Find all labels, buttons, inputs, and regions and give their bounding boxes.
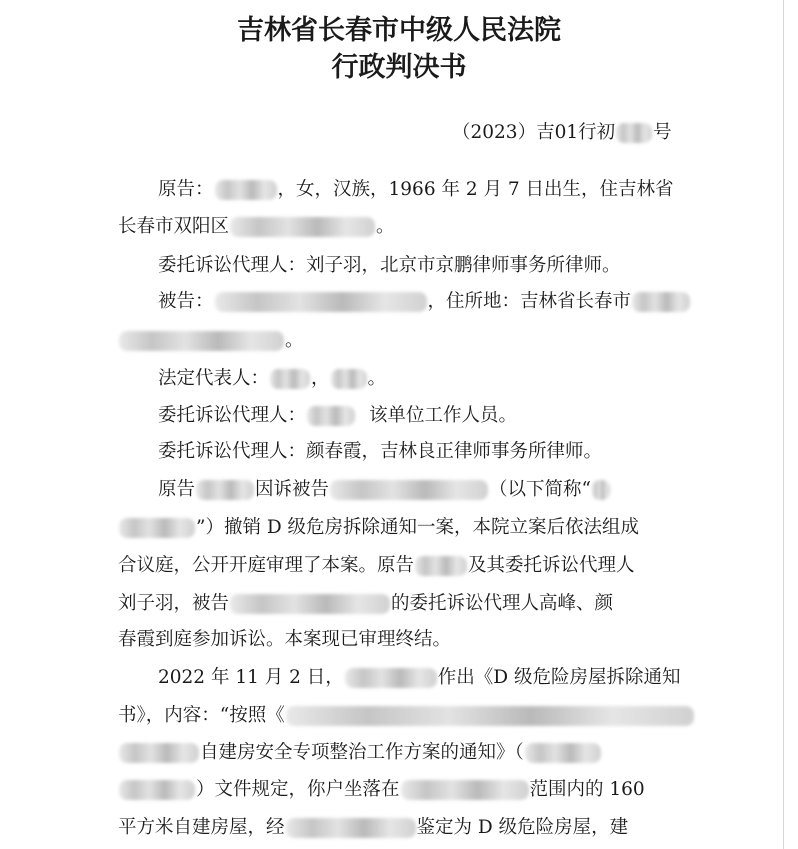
- body-line: [118, 816, 628, 840]
- text-segment: 的委托诉讼代理人高峰、颜: [391, 593, 614, 614]
- text-segment: 长春市双阳区: [118, 216, 230, 237]
- redaction: [119, 780, 195, 800]
- body-line: [118, 628, 451, 652]
- redaction: [307, 406, 355, 426]
- text-segment: 原告：: [158, 179, 214, 200]
- text-segment: ）文件规定，你户坐落在: [196, 779, 400, 800]
- text-segment: 平方米自建房屋，经: [118, 817, 285, 838]
- text-segment: 该单位工作人员。: [369, 405, 518, 426]
- text-segment: 因诉被告: [255, 479, 330, 500]
- text-segment: 书》，内容：“按照《: [118, 705, 285, 726]
- text-segment: 作出《D 级危险房屋拆除通知: [437, 667, 681, 688]
- text-segment: 鉴定为 D 级危险房屋，建: [416, 817, 629, 838]
- text-segment: 范围内的 160: [529, 779, 645, 800]
- redaction: [215, 292, 427, 312]
- court-name: 吉林省长春市中级人民法院: [237, 15, 561, 46]
- redaction: [196, 480, 254, 500]
- redaction: [230, 217, 375, 237]
- plaintiff-agent: [158, 254, 621, 278]
- body-line: [118, 592, 613, 616]
- text-segment: 委托诉讼代理人：: [158, 405, 307, 426]
- defendant-agent-2: [158, 440, 602, 464]
- text-segment: 。: [367, 368, 387, 389]
- redaction: [331, 369, 367, 389]
- text-segment: 春霞到庭参加诉讼。本案现已审理终结。: [118, 629, 452, 650]
- redaction: [286, 706, 694, 726]
- redaction: [286, 818, 416, 838]
- text-segment: ，住所地：吉林省长春市: [427, 291, 632, 312]
- redaction: [119, 743, 199, 763]
- redaction: [345, 668, 437, 688]
- legal-representative: [158, 367, 386, 391]
- text-segment: （以下简称“: [489, 479, 591, 500]
- redaction: [270, 369, 310, 389]
- text-segment: （2023）吉01行初: [452, 122, 616, 143]
- redaction: [215, 180, 277, 200]
- body-line: [118, 704, 695, 728]
- text-segment: ，女，汉族，1966 年 2 月 7 日出生，住吉林省: [277, 179, 674, 200]
- redaction: [330, 480, 488, 500]
- body-line: [158, 666, 681, 690]
- text-segment: 委托诉讼代理人：刘子羽，北京市京鹏律师事务所律师。: [158, 255, 621, 276]
- defendant-agent-1: [158, 404, 517, 428]
- plaintiff-address: [118, 215, 395, 239]
- text-segment: 。: [376, 216, 395, 237]
- defendant-line: [158, 290, 691, 314]
- redaction: [415, 556, 467, 576]
- text-segment: ，: [311, 368, 330, 389]
- text-segment: 法定代表人：: [158, 368, 270, 389]
- body-line: [118, 516, 639, 540]
- body-line: [158, 478, 611, 502]
- redaction: [230, 594, 390, 614]
- body-line: [118, 778, 645, 802]
- plaintiff-line: [158, 178, 674, 202]
- text-segment: 原告: [158, 479, 196, 500]
- text-segment: 。: [285, 330, 304, 351]
- text-segment: 委托诉讼代理人：颜春霞，吉林良正律师事务所律师。: [158, 441, 603, 462]
- redaction: [632, 292, 690, 312]
- text-segment: 刘子羽，被告: [118, 593, 230, 614]
- case-number: [452, 121, 672, 145]
- defendant-address: [118, 329, 304, 353]
- body-line: [118, 554, 635, 578]
- text-segment: 及其委托诉讼代理人: [468, 555, 635, 576]
- document-type: 行政判决书: [331, 52, 467, 83]
- redaction: [401, 780, 529, 800]
- page-edge: [783, 0, 784, 849]
- body-line: [118, 741, 602, 765]
- text-segment: 合议庭，公开开庭审理了本案。原告: [118, 555, 415, 576]
- redaction: [525, 743, 601, 763]
- redaction: [119, 518, 195, 538]
- text-segment: 2022 年 11 月 2 日，: [158, 667, 344, 688]
- text-segment: 被告：: [158, 291, 214, 312]
- redaction: [616, 123, 652, 143]
- text-segment: 号: [653, 122, 672, 143]
- text-segment: 自建房安全专项整治工作方案的通知》（: [200, 742, 524, 763]
- redaction: [119, 331, 284, 351]
- redaction: [592, 480, 610, 500]
- text-segment: ”）撤销 D 级危房拆除通知一案，本院立案后依法组成: [196, 517, 640, 538]
